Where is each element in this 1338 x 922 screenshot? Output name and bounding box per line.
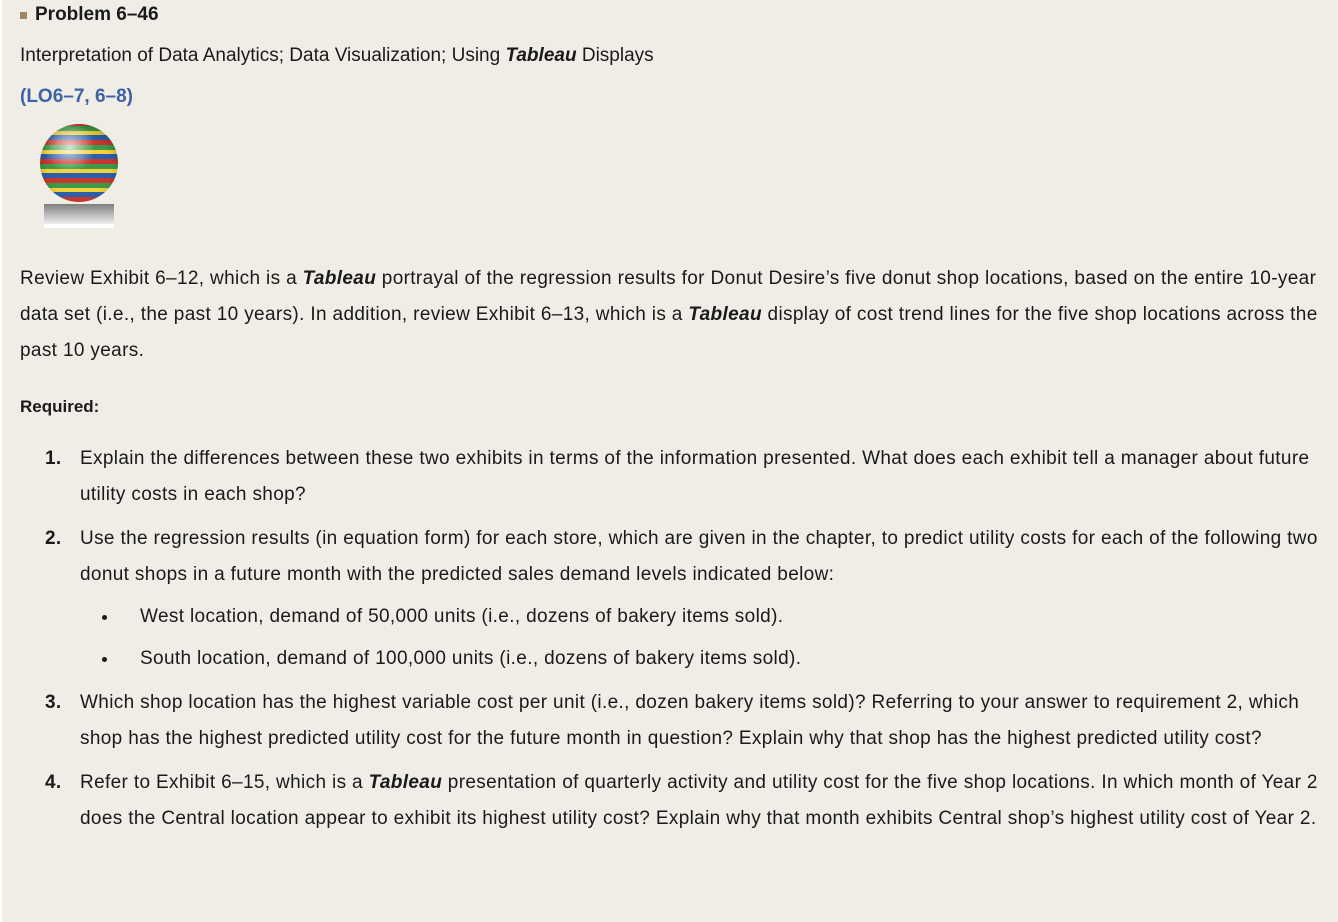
- intro-emphasis-1: Tableau: [302, 268, 377, 289]
- bullet-dot-icon: [102, 615, 107, 620]
- globe-icon: [40, 124, 120, 228]
- requirement-4: [20, 765, 1330, 837]
- requirement-text: Explain the differences between these two exhibits in terms of the information presented. What does each exhibit tell a manager about future utility costs in each shop?: [80, 448, 1310, 505]
- problem-title: Problem 6–46: [35, 4, 159, 25]
- requirement-text: Which shop location has the highest variable cost per unit (i.e., dozen bakery items sold)? Referring to your answer to requirement 2, which shop has the highest predicted utility cost for the future month in question? Explain why that shop has the highest predicted utility cost?: [80, 692, 1300, 749]
- requirement-text: Use the regression results (in equation form) for each store, which are given in the chapter, to predict utility costs for each of the following two donut shops in a future month with the predicted sales demand levels indicated below:: [80, 528, 1318, 585]
- requirement-number: 4.: [45, 772, 62, 793]
- globe-shadow: [44, 204, 114, 226]
- learning-objectives: (LO6–7, 6–8): [20, 86, 133, 107]
- intro-emphasis-2: Tableau: [688, 304, 762, 325]
- bullet-text: West location, demand of 50,000 units (i.e., dozens of bakery items sold).: [140, 606, 784, 627]
- subtitle-text-end: Displays: [576, 45, 654, 66]
- requirements-list: [20, 441, 1330, 845]
- requirement-2-bullets: [80, 599, 1330, 677]
- requirement-3: [20, 685, 1330, 757]
- intro-paragraph: [20, 261, 1326, 369]
- bullet-dot-icon: [102, 657, 107, 662]
- requirement-number: 2.: [45, 528, 62, 549]
- problem-subtitle: [20, 45, 654, 67]
- requirement-number: 1.: [45, 448, 62, 469]
- problem-header: [20, 4, 159, 26]
- globe-sphere: [40, 124, 118, 202]
- bullet-text: South location, demand of 100,000 units (i.e., dozens of bakery items sold).: [140, 648, 802, 669]
- square-bullet-icon: [20, 12, 27, 19]
- intro-text-3: display of cost trend lines for the five shop locations across the past 10 years.: [20, 304, 1318, 361]
- requirement-emphasis: Tableau: [368, 772, 443, 793]
- problem-panel: [2, 0, 1338, 922]
- requirement-text-start: Refer to Exhibit 6–15, which is a: [80, 772, 369, 793]
- intro-text-2: portrayal of the regression results for Donut Desire’s five donut shop locations, based on the entire 10-year data set (i.e., the past 10 years). In addition, review Exhibit 6–13, which is a: [20, 268, 1317, 325]
- requirement-text-end: presentation of quarterly activity and utility cost for the five shop locations. In which month of Year 2 does the Central location appear to exhibit its highest utility cost? Explain why that month exhibits Central shop’s highest utility cost of Year 2.: [80, 772, 1318, 829]
- requirement-2: [20, 521, 1330, 677]
- subtitle-text: Interpretation of Data Analytics; Data Visualization; Using: [20, 45, 506, 66]
- globe-base: [44, 224, 114, 228]
- subtitle-emphasis: Tableau: [505, 45, 577, 66]
- required-label: Required:: [20, 397, 100, 416]
- requirement-number: 3.: [45, 692, 62, 713]
- bullet-item: [80, 599, 1330, 635]
- bullet-item: [80, 641, 1330, 677]
- intro-text-1: Review Exhibit 6–12, which is a: [20, 268, 303, 289]
- requirement-1: [20, 441, 1330, 513]
